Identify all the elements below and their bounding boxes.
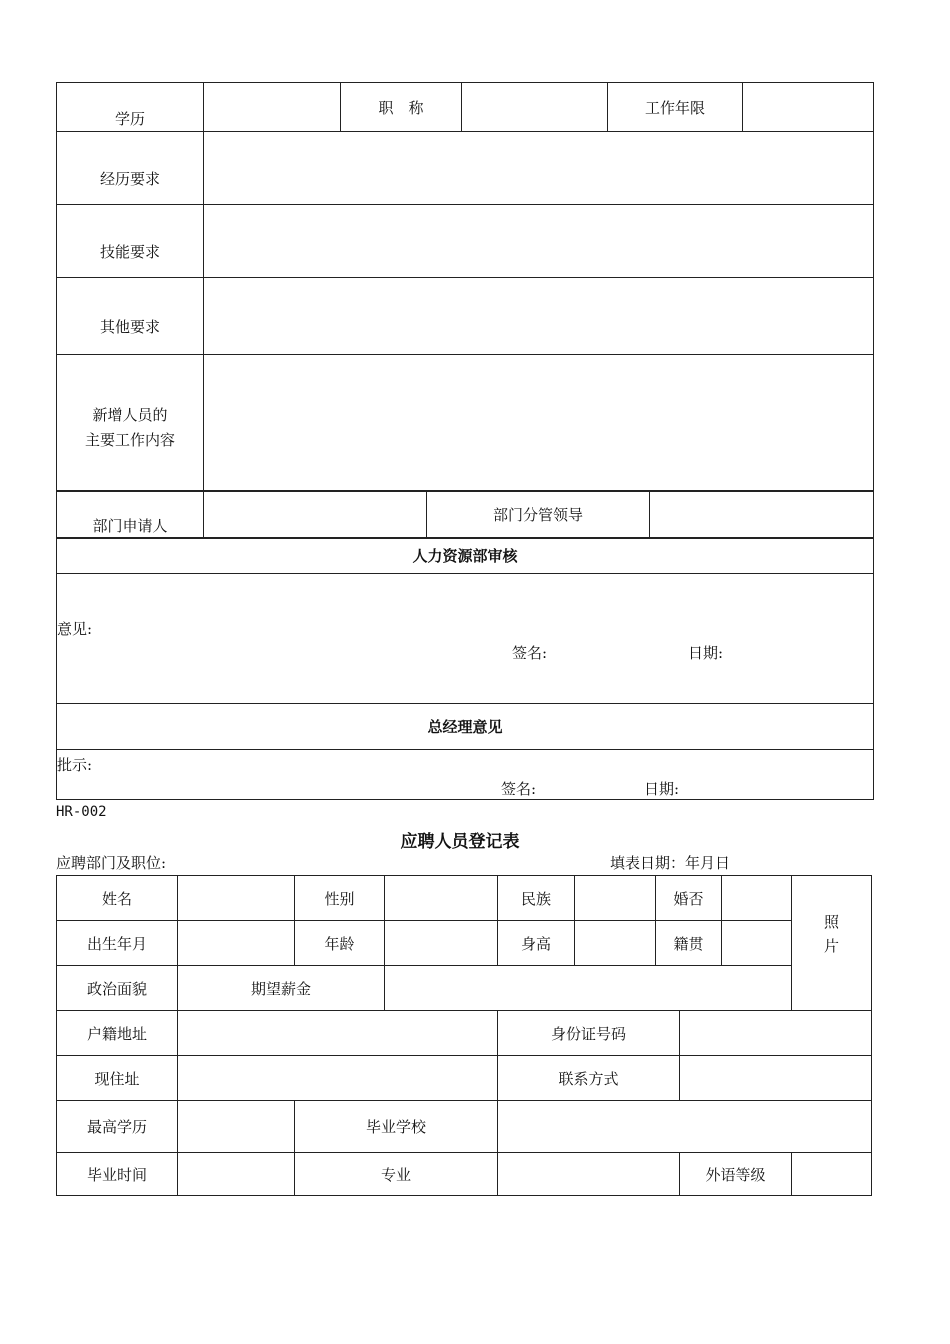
education-label: 学历	[57, 83, 204, 132]
skill-req-field[interactable]	[204, 205, 874, 278]
registration-form-title: 应聘人员登记表	[400, 832, 520, 852]
hr-review-box[interactable]	[57, 574, 874, 704]
instruction-label: 批示:	[57, 756, 93, 774]
job-title-field[interactable]	[462, 83, 608, 132]
current-address-label: 现住址	[57, 1056, 178, 1101]
native-place-label: 籍贯	[656, 921, 722, 966]
work-years-label: 工作年限	[608, 83, 743, 132]
work-years-field[interactable]	[743, 83, 874, 132]
school-field[interactable]	[498, 1101, 872, 1153]
requisition-table-top	[56, 82, 874, 492]
hr-review-heading: 人力资源部审核	[57, 538, 874, 574]
education-field[interactable]	[204, 83, 341, 132]
highest-degree-label: 最高学历	[57, 1101, 178, 1153]
age-label: 年龄	[295, 921, 385, 966]
photo-box[interactable]	[792, 876, 872, 1011]
requisition-table-applicant	[56, 490, 874, 539]
photo-label-2: 片	[824, 937, 840, 955]
graduation-time-label: 毕业时间	[57, 1153, 178, 1196]
new-staff-line1: 新增人员的	[92, 406, 168, 424]
skill-req-label: 技能要求	[57, 205, 204, 278]
birth-label: 出生年月	[57, 921, 178, 966]
job-title-label: 职 称	[341, 83, 462, 132]
experience-req-field[interactable]	[204, 132, 874, 205]
registration-table	[56, 875, 872, 1196]
name-field[interactable]	[178, 876, 295, 921]
form-code: HR-002	[56, 804, 107, 820]
new-staff-line2: 主要工作内容	[84, 431, 175, 449]
id-number-field[interactable]	[680, 1011, 872, 1056]
major-field[interactable]	[498, 1153, 680, 1196]
dept-leader-label: 部门分管领导	[427, 491, 650, 539]
expected-salary-label: 期望薪金	[178, 966, 385, 1011]
gm-opinion-heading: 总经理意见	[57, 704, 874, 750]
ethnicity-field[interactable]	[575, 876, 656, 921]
hr-date-label: 日期:	[688, 644, 724, 662]
opinion-label: 意见:	[57, 620, 93, 638]
school-label: 毕业学校	[295, 1101, 498, 1153]
gm-opinion-box[interactable]	[57, 750, 874, 800]
native-place-field[interactable]	[722, 921, 792, 966]
marital-label: 婚否	[656, 876, 722, 921]
birth-field[interactable]	[178, 921, 295, 966]
gm-sign-label: 签名:	[501, 780, 537, 798]
name-label: 姓名	[57, 876, 178, 921]
photo-label-1: 照	[824, 913, 840, 931]
dept-applicant-field[interactable]	[204, 491, 427, 539]
hukou-address-field[interactable]	[178, 1011, 498, 1056]
major-label: 专业	[295, 1153, 498, 1196]
contact-field[interactable]	[680, 1056, 872, 1101]
other-req-field[interactable]	[204, 278, 874, 355]
requisition-table-review	[56, 537, 874, 800]
experience-req-label: 经历要求	[57, 132, 204, 205]
dept-position-label: 应聘部门及职位:	[56, 854, 167, 872]
new-staff-duties-field[interactable]	[204, 355, 874, 492]
new-staff-duties-label	[57, 355, 204, 492]
id-number-label: 身份证号码	[498, 1011, 680, 1056]
gender-field[interactable]	[385, 876, 498, 921]
language-level-field[interactable]	[792, 1153, 872, 1196]
gender-label: 性别	[295, 876, 385, 921]
current-address-field[interactable]	[178, 1056, 498, 1101]
height-field[interactable]	[575, 921, 656, 966]
language-level-label: 外语等级	[680, 1153, 792, 1196]
expected-salary-field[interactable]	[385, 966, 792, 1011]
marital-field[interactable]	[722, 876, 792, 921]
dept-applicant-label: 部门申请人	[57, 491, 204, 539]
graduation-time-field[interactable]	[178, 1153, 295, 1196]
contact-label: 联系方式	[498, 1056, 680, 1101]
height-label: 身高	[498, 921, 575, 966]
highest-degree-field[interactable]	[178, 1101, 295, 1153]
gm-date-label: 日期:	[644, 780, 680, 798]
hr-sign-label: 签名:	[512, 644, 548, 662]
political-status-label: 政治面貌	[57, 966, 178, 1011]
other-req-label: 其他要求	[57, 278, 204, 355]
fill-date-label: 填表日期：年月日	[610, 854, 731, 872]
hukou-address-label: 户籍地址	[57, 1011, 178, 1056]
dept-leader-field[interactable]	[650, 491, 874, 539]
ethnicity-label: 民族	[498, 876, 575, 921]
age-field[interactable]	[385, 921, 498, 966]
